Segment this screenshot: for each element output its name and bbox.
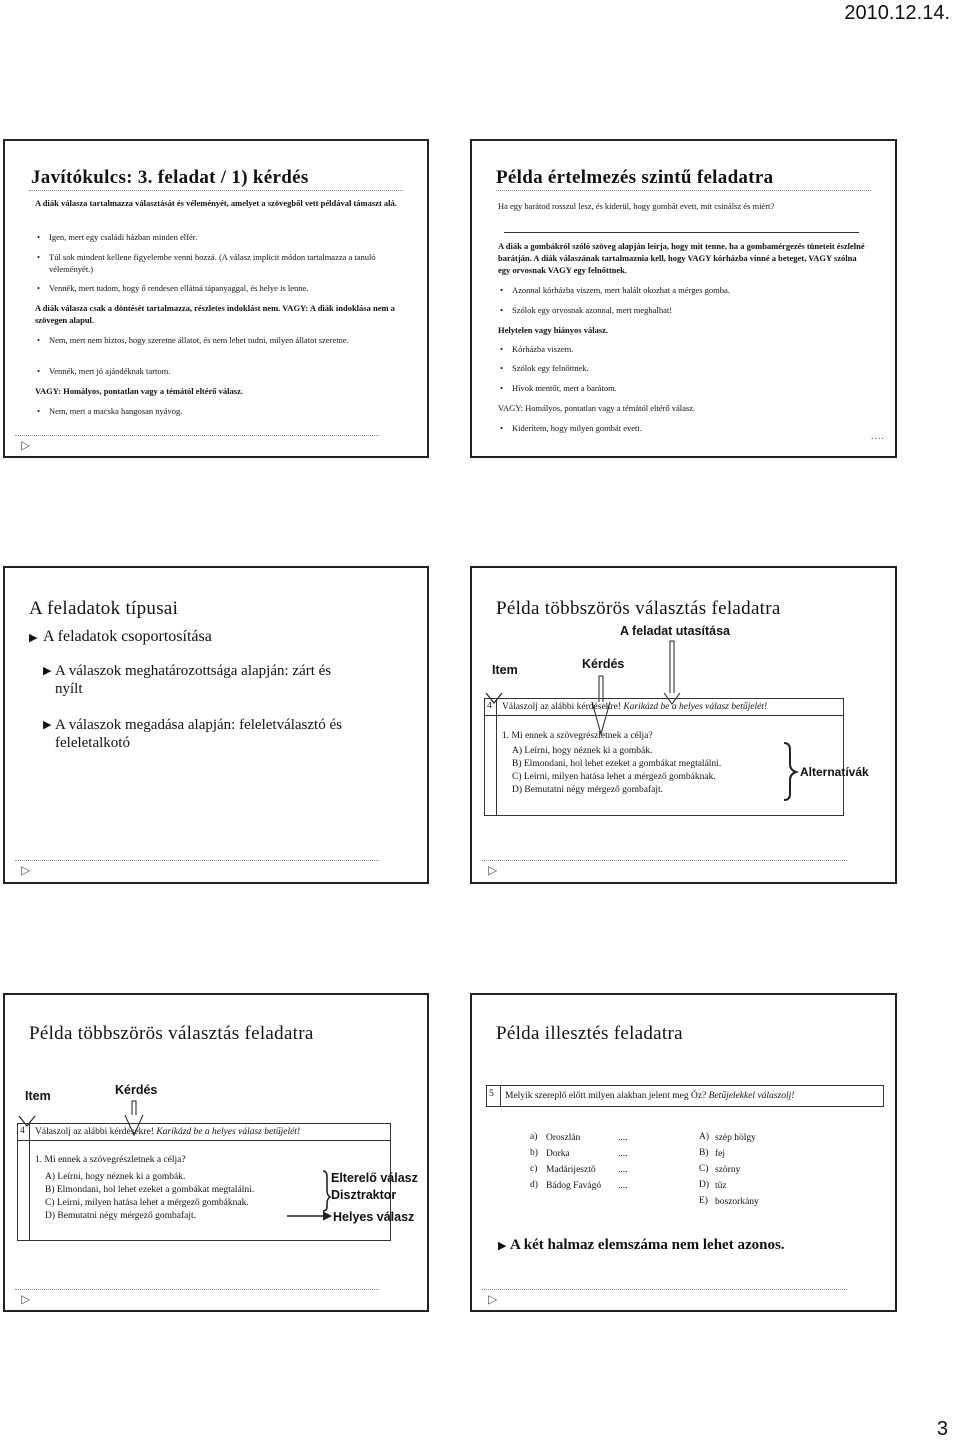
list-item: • Azonnal kórházba viszem, mert halált okozhat a mérges gomba.: [512, 284, 872, 296]
left-value: Bádog Favágó: [546, 1181, 602, 1191]
triangle-bullet-icon: ▶: [43, 664, 52, 677]
footer-dots: ....: [871, 431, 885, 442]
slide-icon: ▷: [488, 863, 498, 877]
instruction-italic: Betűjelekkel válaszolj!: [708, 1091, 795, 1101]
left-value: Madárijesztő: [546, 1165, 596, 1175]
left-dots: ....: [618, 1181, 628, 1191]
incorrect-label: Helytelen vagy hiányos válasz.: [498, 325, 609, 335]
left-key: a): [530, 1132, 538, 1142]
list-item: • Hívok mentőt, mert a barátom.: [512, 382, 872, 394]
left-key: d): [530, 1180, 538, 1190]
footer-divider: [15, 1289, 379, 1290]
criteria-text: A diák válasza csak a döntését tartalmazza, részletes indoklást nem. VAGY: A diák indoklása nem a szövegen alapul.: [35, 303, 395, 325]
task-instruction-label: A feladat utasítása: [620, 624, 730, 638]
task-number: 4: [20, 1126, 25, 1136]
list-item: • Kórházba viszem.: [512, 343, 872, 355]
slide-icon: ▷: [21, 438, 31, 452]
left-value: Oroszlán: [546, 1133, 581, 1143]
list-item: • Igen, mert egy családi házban minden elfér.: [49, 231, 409, 243]
left-key: c): [530, 1164, 538, 1174]
num-column-divider: [496, 698, 497, 816]
left-value: Dorka: [546, 1149, 570, 1159]
instruction-main: Válaszolj az alábbi kérdésekre!: [502, 702, 621, 712]
option-item: C) Leírni, milyen hatása lehet a mérgező gombáknak.: [512, 772, 716, 782]
option-item: A) Leírni, hogy néznek ki a gombák.: [512, 746, 653, 756]
instruction-main: Válaszolj az alábbi kérdésekre!: [35, 1127, 154, 1137]
instruction-text: [505, 1090, 885, 1102]
note-text: A két halmaz elemszáma nem lehet azonos.: [510, 1237, 785, 1253]
list-item: • Vennék, mert jó ajándéknak tartom.: [49, 365, 409, 377]
num-column-divider: [29, 1123, 30, 1241]
instruction-main: Melyik szereplő előtt milyen alakban jelent meg Óz?: [505, 1091, 707, 1101]
left-dots: ....: [618, 1149, 628, 1159]
triangle-bullet-icon: ▶: [29, 631, 38, 644]
footer-divider: [15, 860, 379, 861]
option-item: D) Bemutatni négy mérgező gombafajt.: [45, 1211, 196, 1221]
right-key: D): [699, 1180, 710, 1190]
right-key: A): [699, 1132, 710, 1142]
slide-icon: ▷: [21, 1292, 31, 1306]
right-value: fej: [715, 1149, 726, 1159]
right-value: szörny: [715, 1165, 741, 1175]
list-item: • Szólok egy orvosnak azonnal, mert meghalhat!: [512, 304, 872, 316]
right-value: szép hölgy: [715, 1133, 756, 1143]
option-item: B) Elmondani, hol lehet ezeket a gombákat megtalálni.: [45, 1185, 255, 1195]
right-value: boszorkány: [715, 1197, 759, 1207]
distractor-label-2: Disztraktor: [331, 1188, 397, 1202]
question-label: Kérdés: [115, 1083, 158, 1097]
footer-divider: [15, 435, 379, 436]
option-item: D) Bemutatni négy mérgező gombafajt.: [512, 785, 663, 795]
option-item: B) Elmondani, hol lehet ezeket a gombákat megtalálni.: [512, 759, 722, 769]
slide-ertelmezes: [470, 139, 897, 458]
footer-divider: [482, 860, 847, 861]
level1-item: A feladatok csoportosítása: [43, 628, 212, 645]
slide-title: Példa értelmezés szintű feladatra: [496, 167, 774, 188]
question-label: Kérdés: [582, 657, 625, 671]
question-text: 1. Mi ennek a szövegrészletnek a célja?: [35, 1155, 186, 1165]
question-text: 1. Mi ennek a szövegrészletnek a célja?: [502, 731, 653, 741]
list-item: • Nem, mert a macska hangosan nyávog.: [49, 405, 409, 417]
slide-title: Javítókulcs: 3. feladat / 1) kérdés: [31, 167, 309, 188]
instruction-text: [35, 1126, 375, 1138]
footer-divider: [482, 1289, 847, 1290]
alternatives-label: Alternatívák: [800, 765, 869, 779]
slide-title: A feladatok típusai: [29, 598, 179, 619]
list-item: • Vennék, mert tudom, hogy ő rendesen ellátná tápanyaggal, és helye is lenne.: [49, 282, 409, 294]
instruction-text: [502, 701, 842, 713]
instruction-italic: Karikázd be a helyes válasz betűjelét!: [623, 702, 768, 712]
question-text: Ha egy barátod rosszul lesz, és kiderül, hogy gombát evett, mit csinálsz és miért?: [498, 201, 775, 211]
header-date: 2010.12.14.: [844, 2, 950, 24]
slide-title: Példa illesztés feladatra: [496, 1023, 683, 1044]
list-item: • Túl sok mindent kellene figyelembe venni hozzá. (A válasz implicit módon tartalmazza a tanuló véleményét.): [49, 251, 405, 275]
left-dots: ....: [618, 1165, 628, 1175]
page-number: 3: [936, 1418, 948, 1440]
slide-title: Példa többszörös választás feladatra: [496, 598, 781, 619]
slide-illesztes: [470, 993, 897, 1312]
task-number: 4: [487, 701, 492, 711]
option-item: A) Leírni, hogy néznek ki a gombák.: [45, 1172, 186, 1182]
instruction-italic: Karikázd be a helyes válasz betűjelét!: [156, 1127, 301, 1137]
slide-title: Példa többszörös választás feladatra: [29, 1023, 314, 1044]
slide-tobbszoros-2: [3, 993, 429, 1312]
option-item: C) Leírni, milyen hatása lehet a mérgező gombáknak.: [45, 1198, 249, 1208]
right-value: tűz: [715, 1181, 727, 1191]
slide-icon: ▷: [21, 863, 31, 877]
item-label: Item: [25, 1089, 51, 1103]
level2-item: A válaszok megadása alapján: feleletválasztó és feleletalkotó: [55, 717, 342, 751]
distractor-label: Elterelő válasz: [331, 1171, 418, 1185]
criteria-text: A diák a gombákról szóló szöveg alapján leírja, hogy mit tenne, ha a gombamérgezés tüneteit észlelné barátján. A diák válaszának tartalmaznia kell, hogy VAGY kórházba vinné a beteget, VAGY szólna egy orvosnak VAGY egy felnőttnek.: [498, 241, 865, 275]
slide-icon: ▷: [488, 1292, 498, 1306]
list-item: • Szólok egy felnőttnek.: [512, 362, 872, 374]
slide-javitokulcs: [3, 139, 429, 458]
left-dots: ....: [618, 1133, 628, 1143]
slide-tobbszoros-1: [470, 566, 897, 884]
left-key: b): [530, 1148, 538, 1158]
triangle-bullet-icon: ▶: [43, 718, 52, 731]
list-item: • Kiderítem, hogy milyen gombát evett.: [512, 422, 872, 434]
vagy-text: VAGY: Homályos, pontatlan vagy a témától eltérő válasz.: [35, 386, 244, 396]
intro-text: A diák válasza tartalmazza választását és véleményét, amelyet a szövegből vett példával támaszt alá.: [35, 198, 397, 208]
right-key: E): [699, 1196, 708, 1206]
list-item: • Nem, mert nem biztos, hogy szeretne állatot, és nem lehet tudni, milyen állatot szeretne.: [49, 334, 401, 346]
separator-line: [504, 232, 859, 233]
vagy-text: VAGY: Homályos, pontatlan vagy a témától eltérő válasz.: [498, 403, 696, 413]
right-key: B): [699, 1148, 709, 1158]
title-divider: [496, 190, 871, 191]
triangle-bullet-icon: ▶: [498, 1239, 507, 1252]
right-key: C): [699, 1164, 709, 1174]
num-column-divider: [500, 1085, 501, 1107]
level2-item: A válaszok meghatározottsága alapján: zárt és nyílt: [55, 663, 332, 697]
title-divider: [29, 190, 403, 191]
task-number: 5: [489, 1089, 494, 1099]
item-label: Item: [492, 663, 518, 677]
correct-answer-label: Helyes válasz: [333, 1210, 415, 1224]
slide-feladattipusok: [3, 566, 429, 884]
